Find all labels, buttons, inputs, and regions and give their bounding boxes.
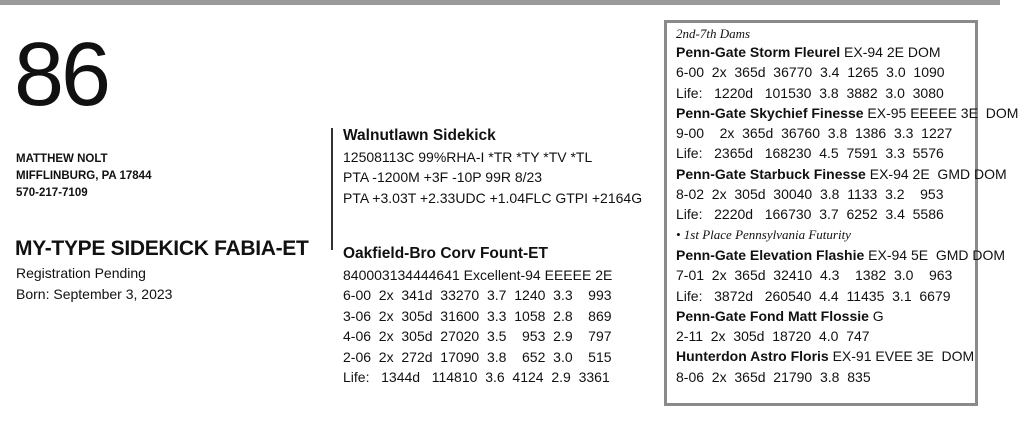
dam-entry-line: Life: 3872d 260540 4.4 11435 3.1 6679 <box>676 287 951 304</box>
consignor-name: MATTHEW NOLT <box>16 153 108 165</box>
dam-entry-line: Life: 2220d 166730 3.7 6252 3.4 5586 <box>676 206 944 223</box>
dam-entry-line: Life: 2365d 168230 4.5 7591 3.3 5576 <box>676 145 944 162</box>
sire-name: Walnutlawn Sidekick <box>343 127 496 144</box>
dam-entry-line: 9-00 2x 365d 36760 3.8 1386 3.3 1227 <box>676 125 953 142</box>
dam-entry-line: Life: 1220d 101530 3.8 3882 3.0 3080 <box>676 84 944 101</box>
registration-status: Registration Pending <box>16 265 146 281</box>
consignor-city: MIFFLINBURG, PA 17844 <box>16 170 152 182</box>
dam-entry-title: Penn-Gate Elevation Flashie <box>676 246 865 263</box>
sire-block <box>343 126 642 208</box>
dam-entry-class: EX-91 EVEE 3E DOM <box>828 348 975 365</box>
dam-entry-class: EX-94 5E GMD DOM <box>864 246 1006 263</box>
dam-entry-name <box>676 306 975 326</box>
dam-entry-note: • 1st Place Pennsylvania Futurity <box>676 226 851 242</box>
dam-entry-name <box>676 245 1006 265</box>
dam-entry-title: Penn-Gate Fond Matt Flossie <box>676 307 869 324</box>
birth-date: Born: September 3, 2023 <box>16 286 173 302</box>
dam-entry-line: 7-01 2x 365d 32410 4.3 1382 3.0 963 <box>676 267 953 284</box>
dam-line: 840003134444641 Excellent-94 EEEEE 2E <box>343 266 613 283</box>
dam-entry-line: 6-00 2x 365d 36770 3.4 1265 3.0 1090 <box>676 64 945 81</box>
dam-entry-name <box>676 346 975 366</box>
animal-name: MY-TYPE SIDEKICK FABIA-ET <box>15 237 309 260</box>
lot-number: 86 <box>14 25 109 125</box>
consignor-info <box>16 151 151 202</box>
dam-entry-line: 2-11 2x 305d 18720 4.0 747 <box>676 328 870 345</box>
dam-line: 3-06 2x 305d 31600 3.3 1058 2.8 869 <box>343 307 612 324</box>
animal-meta <box>16 263 172 305</box>
consignor-phone: 570-217-7109 <box>16 187 88 199</box>
dam-line: 4-06 2x 305d 27020 3.5 953 2.9 797 <box>343 328 612 344</box>
dam-entry-title: Penn-Gate Starbuck Finesse <box>676 165 866 182</box>
dam-block <box>343 244 612 388</box>
dam-entry-line: 8-06 2x 365d 21790 3.8 835 <box>676 368 871 385</box>
dam-line: 2-06 2x 272d 17090 3.8 652 3.0 515 <box>343 348 612 365</box>
dam-entry-name <box>676 103 1018 123</box>
dam-entry-line: 8-02 2x 305d 30040 3.8 1133 3.2 953 <box>676 186 944 203</box>
dam-entry-class: EX-95 EEEEE 3E DOM <box>863 104 1018 121</box>
top-rule <box>0 0 1000 5</box>
dam-entry-name <box>676 42 975 62</box>
dam-entry-title: Penn-Gate Skychief Finesse <box>676 104 864 121</box>
dams-box <box>664 20 1018 406</box>
sire-line: PTA -1200M +3F -10P 99R 8/23 <box>343 169 543 185</box>
dam-entry-title: Hunterdon Astro Floris <box>676 348 829 365</box>
dam-entry-class: EX-94 2E DOM <box>840 44 941 60</box>
dam-entry-name <box>676 164 1007 184</box>
dam-entry-class: EX-94 2E GMD DOM <box>865 165 1007 182</box>
dam-entry-class: G <box>868 307 884 324</box>
dam-line: Life: 1344d 114810 3.6 4124 2.9 3361 <box>343 369 610 385</box>
dam-line: 6-00 2x 341d 33270 3.7 1240 3.3 993 <box>343 287 612 303</box>
pedigree-bracket <box>331 128 333 250</box>
dam-name: Oakfield-Bro Corv Fount-ET <box>343 245 548 262</box>
dams-box-title: 2nd-7th Dams <box>676 26 751 41</box>
dam-entry-title: Penn-Gate Storm Fleurel <box>676 44 841 60</box>
sire-line: PTA +3.03T +2.33UDC +1.04FLC GTPI +2164G <box>343 189 643 206</box>
sire-line: 12508113C 99%RHA-I *TR *TY *TV *TL <box>343 148 593 165</box>
